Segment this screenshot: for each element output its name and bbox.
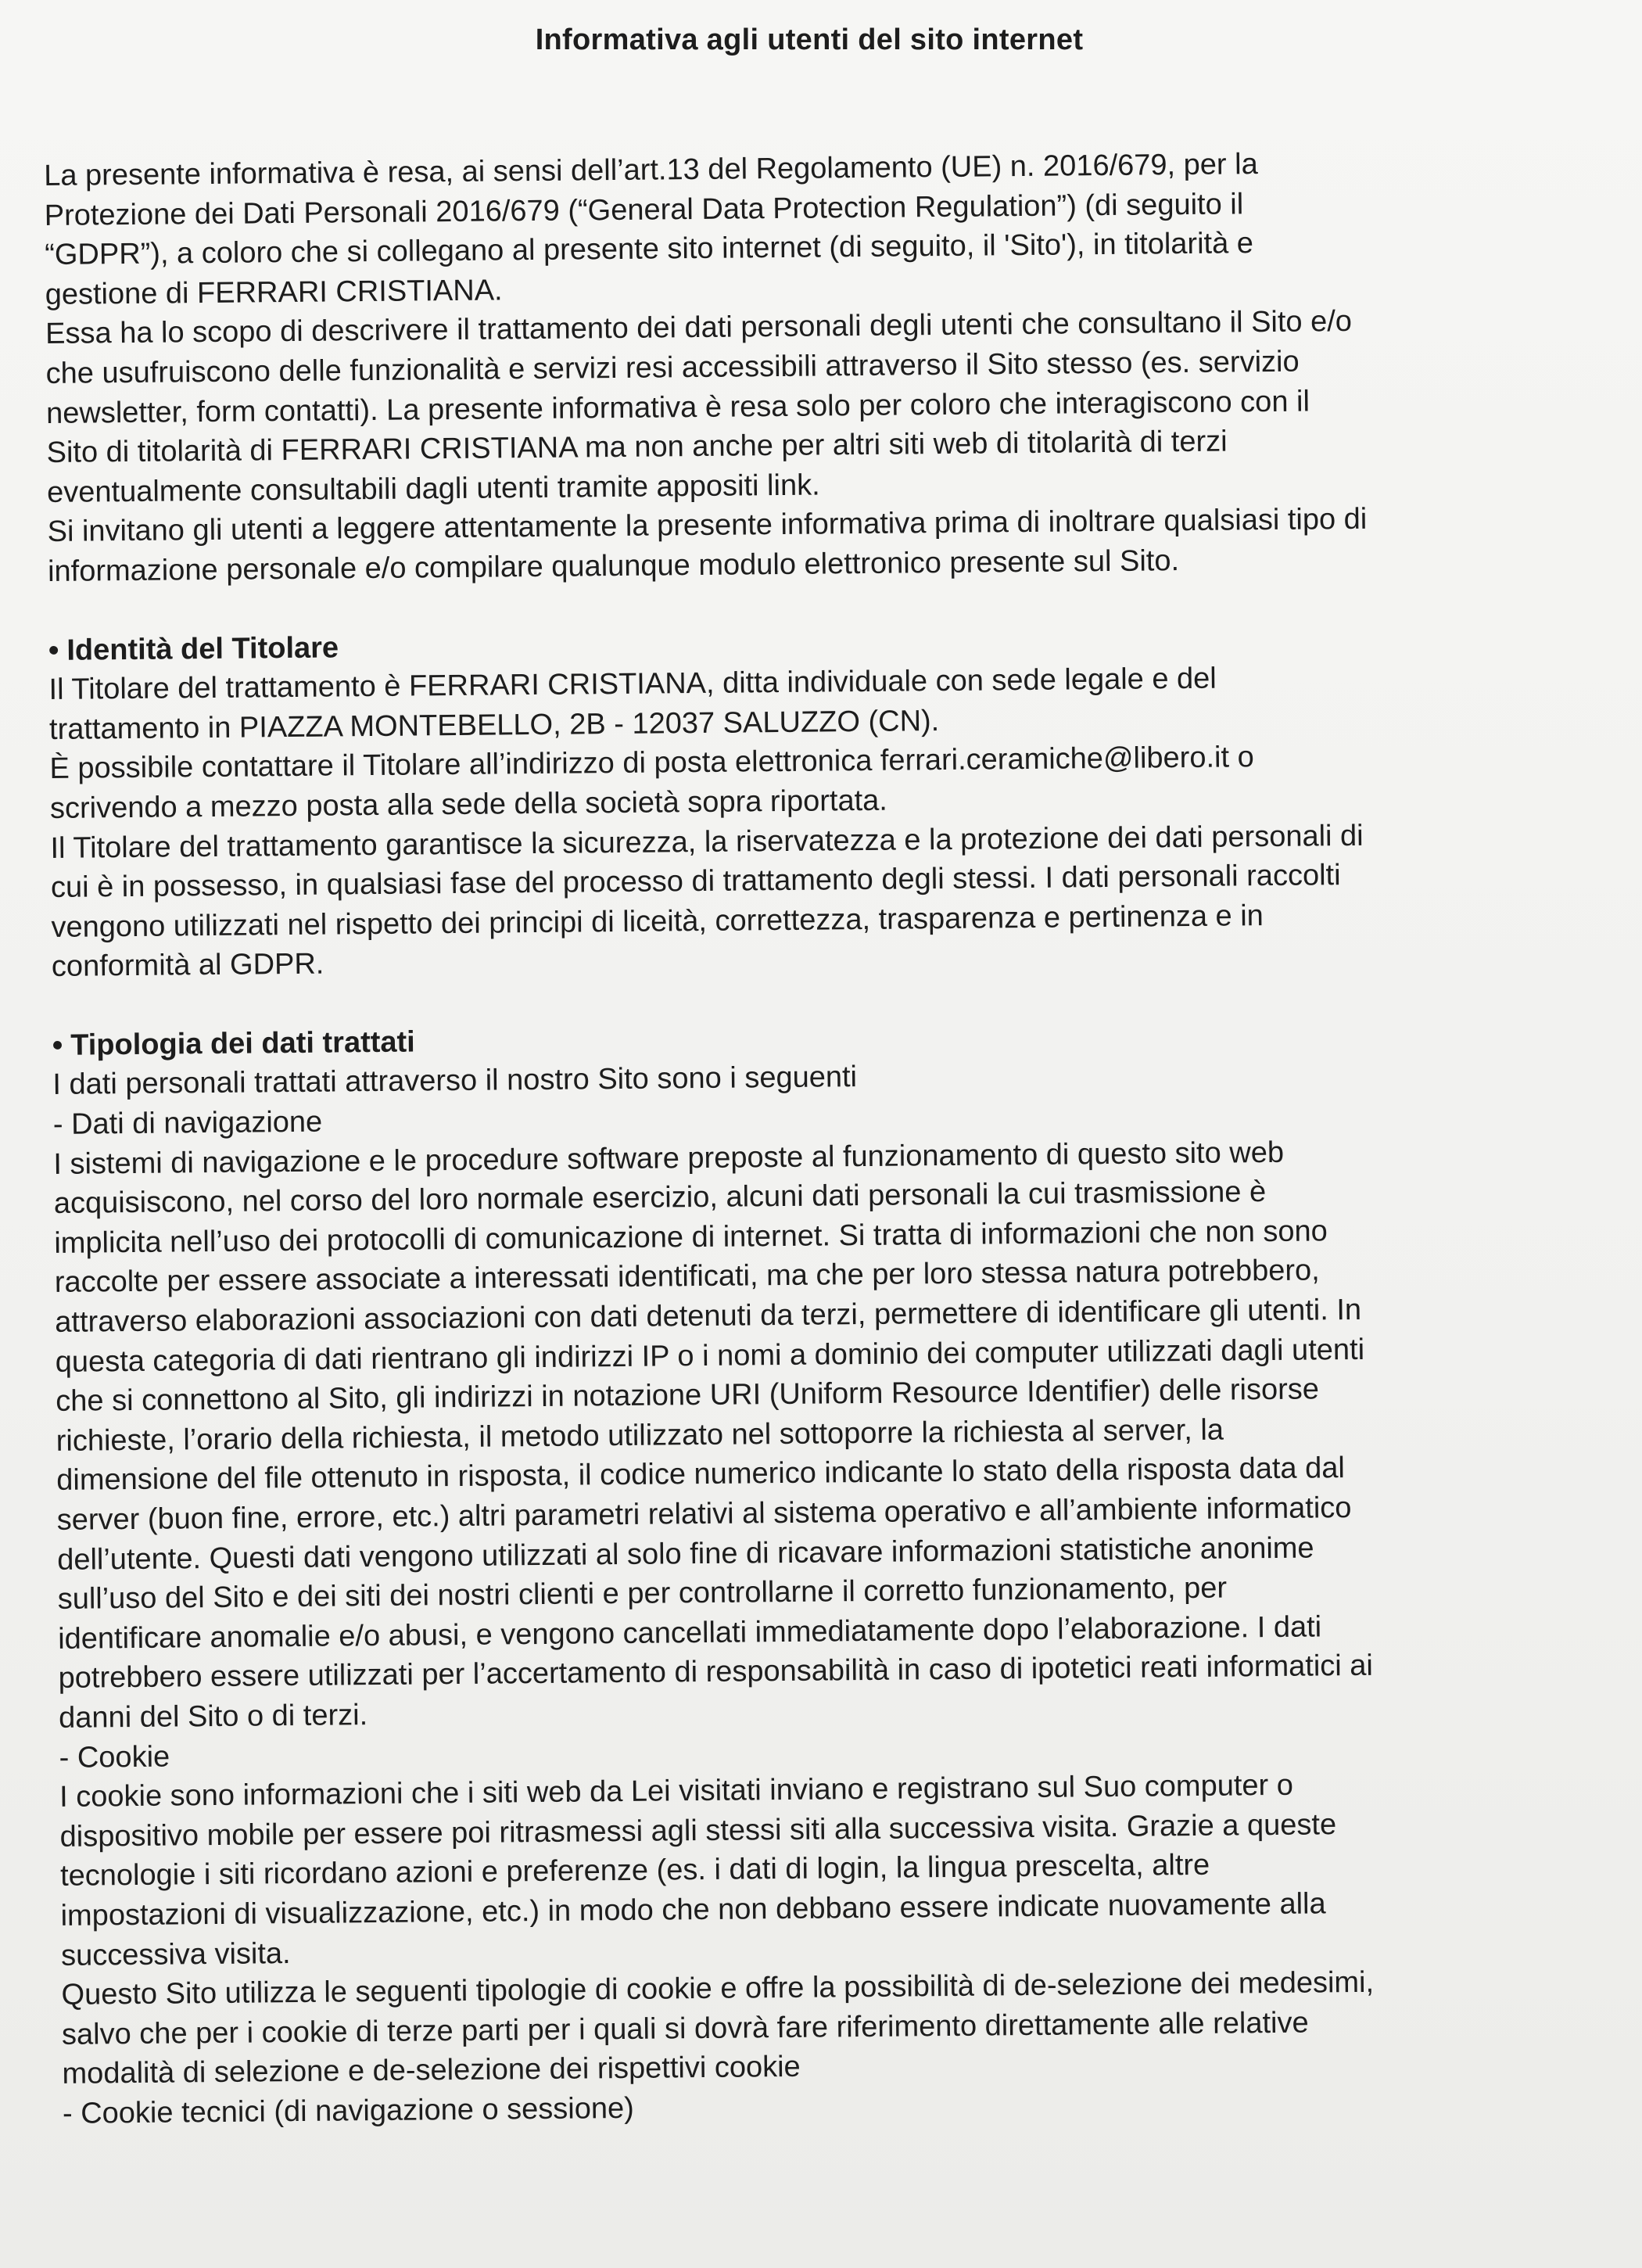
intro-paragraph: La presente informativa è resa, ai sensi dell’art.13 del Regolamento (UE) n. 2016/679, per la Protezione dei Dati Personali 2016/679 (“General Data Protection Regulation”) (di seguito il “GDPR”), a coloro che si collegano al presente sito internet (di seguito, il 'Sito'), in titolarità e gestione di FERRARI CRISTIANA. [44, 148, 1258, 311]
section-identita-titolare [48, 615, 1608, 986]
section-paragraph: Il Titolare del trattamento è FERRARI CRISTIANA, ditta individuale con sede legale e del trattamento in PIAZZA MONTEBELLO, 2B - 12037 SALUZZO (CN). [48, 662, 1217, 746]
section-paragraph: I cookie sono informazioni che i siti web da Lei visitati inviano e registrano sul Suo computer o dispositivo mobile per essere poi ritrasmessi agli stessi siti alla successiva visita. Grazie a queste tecnologie i siti ricordano azioni e preferenze (es. i dati di login, la lingua prescelta, altre impostazioni di visualizzazione, etc.) in modo che non debbano essere indicate nuovamente alla successiva visita. [59, 1768, 1337, 1972]
section-paragraph: I sistemi di navigazione e le procedure software preposte al funzionamento di questo sito web acquisiscono, nel corso del loro normale esercizio, alcuni dati personali la cui trasmissione è implicita nell’uso dei protocolli di comunicazione di internet. Si tratta di informazioni che non sono raccolte per essere associate a interessati identificati, ma che per loro stessa natura potrebbero, attraverso elaborazioni associazioni con dati detenuti da terzi, permettere di identificare gli utenti. In questa categoria di dati rientrano gli indirizzi IP o i nomi a dominio dei computer utilizzati dagli utenti che si connettono al Sito, gli indirizzi in notazione URI (Uniform Resource Identifier) delle risorse richieste, l’orario della richiesta, il metodo utilizzato nel sottoporre la richiesta al server, la dimensione del file ottenuto in risposta, il codice numerico indicante lo stato della risposta data dal server (buon fine, errore, etc.) altri parametri relativi al sistema operativo e all’ambiente informatico dell’utente. Questi dati vengono utilizzati al solo fine di ricavare informazioni statistiche anonime sull’uso del Sito e dei siti dei nostri clienti e per controllarne il corretto funzionamento, per identificare anomalie e/o abusi, e vengono cancellati immediatamente dopo l’elaborazione. I dati potrebbero essere utilizzati per l’accertamento di responsabilità in caso di ipotetici reati informatici ai danni del Sito o di terzi. [53, 1136, 1374, 1735]
subsection-label: - Cookie tecnici (di navigazione o sessione) [62, 2091, 635, 2130]
bullet-icon: • [48, 633, 59, 667]
document-body [44, 142, 1619, 2133]
subsection-label: - Cookie [59, 1740, 170, 1775]
section-paragraph: I dati personali trattati attraverso il nostro Sito sono i seguenti [52, 1060, 858, 1102]
document-title: Informativa agli utenti del sito internet [535, 23, 1084, 56]
intro-paragraph: Si invitano gli utenti a leggere attentamente la presente informativa prima di inoltrare qualsiasi tipo di informazione personale e/o compilare qualunque modulo elettronico presente sul Sito. [47, 503, 1368, 588]
intro-block [44, 142, 1604, 592]
section-paragraph: È possibile contattare il Titolare all’indirizzo di posta elettronica ferrari.ceramiche@libero.it o scrivendo a mezzo posta alla sede della società sopra riportata. [49, 741, 1254, 825]
section-heading-text: Identità del Titolare [66, 630, 339, 667]
section-paragraph: Il Titolare del trattamento garantisce la sicurezza, la riservatezza e la protezione dei dati personali di cui è in possesso, in qualsiasi fase del processo di trattamento degli stessi. I dati personali raccolti vengono utilizzati nel rispetto dei principi di liceità, correttezza, trasparenza e pertinenza e in conformità al GDPR. [50, 819, 1364, 984]
intro-paragraph: Essa ha lo scopo di descrivere il trattamento dei dati personali degli utenti che consultano il Sito e/o che usufruiscono delle funzionalità e servizi resi accessibili attraverso il Sito stesso (es. servizio newsletter, form contatti). La presente informativa è resa solo per coloro che interagiscono con il Sito di titolarità di FERRARI CRISTIANA ma non anche per altri siti web di titolarità di terzi eventualmente consultabili dagli utenti tramite appositi link. [45, 305, 1353, 509]
section-paragraph: Questo Sito utilizza le seguenti tipologie di cookie e offre la possibilità di de-selezione dei medesimi, salvo che per i cookie di terze parti per i quali si dovrà fare riferimento direttamente alle relative modalità di selezione e de-selezione dei rispettivi cookie [61, 1965, 1375, 2091]
section-heading-text: Tipologia dei dati trattati [70, 1025, 415, 1062]
bullet-icon: • [52, 1028, 63, 1062]
subsection-label: - Dati di navigazione [52, 1105, 323, 1142]
section-tipologia-dati [52, 1011, 1619, 2134]
